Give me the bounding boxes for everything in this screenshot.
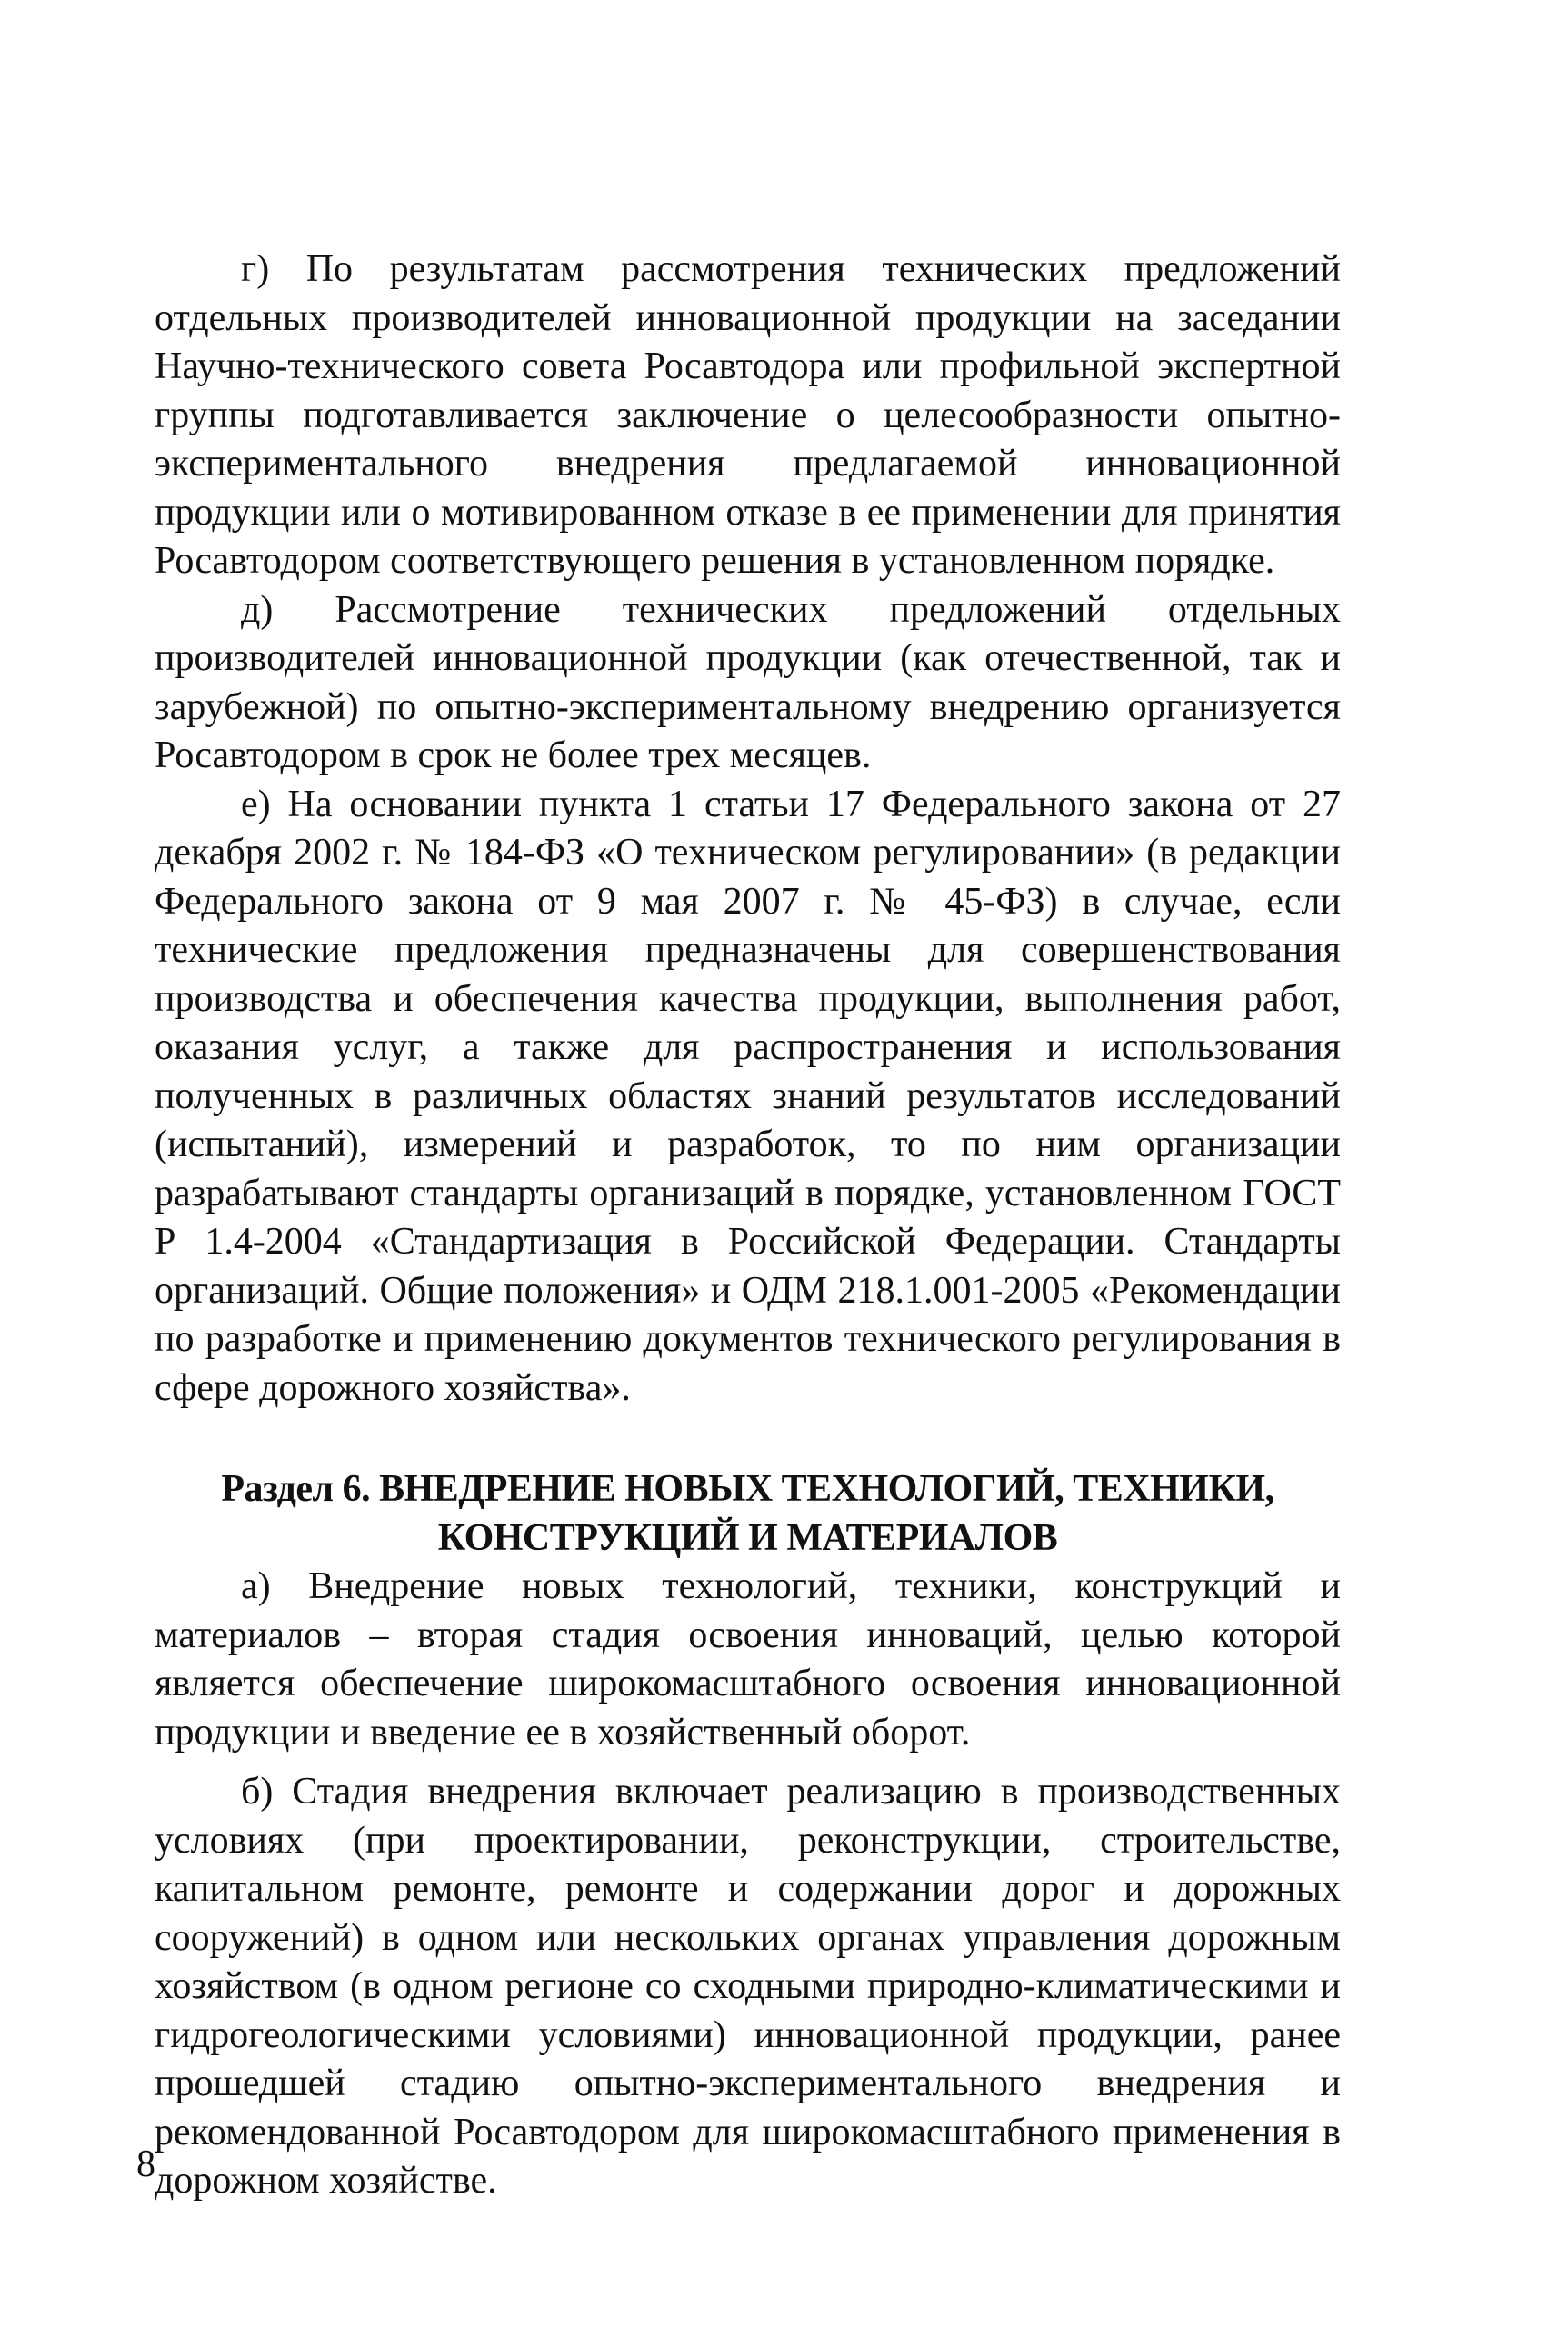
paragraph-g: г) По результатам рассмотрения технических предложений отдельных производителей инновационной продукции на заседании Научно-технического совета Росавтодора или профильной экспертной группы подготавливается заключение о целесообразности опытно-экспериментального внедрения предлагаемой инновационной продукции или о мотивированном отказе в ее применении для принятия Росавтодором соответствующего решения в установленном порядке. (155, 248, 1341, 582)
section-heading (155, 1465, 1341, 1563)
body-text (155, 245, 1341, 2206)
section-heading-line-2: КОНСТРУКЦИЙ И МАТЕРИАЛОВ (437, 1516, 1058, 1559)
section-heading-line-1: Раздел 6. ВНЕДРЕНИЕ НОВЫХ ТЕХНОЛОГИЙ, ТЕХНИКИ, (221, 1468, 1274, 1510)
paragraph-b: б) Стадия внедрения включает реализацию в производственных условиях (при проектировании, реконструкции, строительстве, капитальном ремонте, ремонте и содержании дорог и дорожных сооружений) в одном или нескольких органах управления дорожным хозяйством (в одном регионе со сходными природно-климатическими и гидрогеологическими условиями) инновационной продукции, ранее прошедшей стадию опытно-экспериментального внедрения и рекомендованной Росавтодором для широкомасштабного применения в дорожном хозяйстве. (155, 1771, 1341, 2202)
paragraph-a: а) Внедрение новых технологий, техники, конструкций и материалов – вторая стадия освоения инноваций, целью которой является обеспечение широкомасштабного освоения инновационной продукции и введение ее в хозяйственный оборот. (155, 1565, 1341, 1753)
paragraph-e: е) На основании пункта 1 статьи 17 Федерального закона от 27 декабря 2002 г. № 184-ФЗ «О техническом регулировании» (в редакции Федерального закона от 9 мая 2007 г. № 45-ФЗ) в случае, если технические предложения предназначены для совершенствования производства и обеспечения качества продукции, выполнения работ, оказания услуг, а также для распространения и использования полученных в различных областях знаний результатов исследований (испытаний), измерений и разработок, то по ним организации разрабатывают стандарты организаций в порядке, установленном ГОСТ Р 1.4-2004 «Стандартизация в Российской Федерации. Стандарты организаций. Общие положения» и ОДМ 218.1.001-2005 «Рекомендации по разработке и применению документов технического регулирования в сфере дорожного хозяйства». (155, 783, 1341, 1409)
paragraph-d: д) Рассмотрение технических предложений отдельных производителей инновационной продукции (как отечественной, так и зарубежной) по опытно-экспериментальному внедрению организуется Росавтодором в срок не более трех месяцев. (155, 588, 1341, 776)
page-number: 8 (136, 2143, 155, 2185)
